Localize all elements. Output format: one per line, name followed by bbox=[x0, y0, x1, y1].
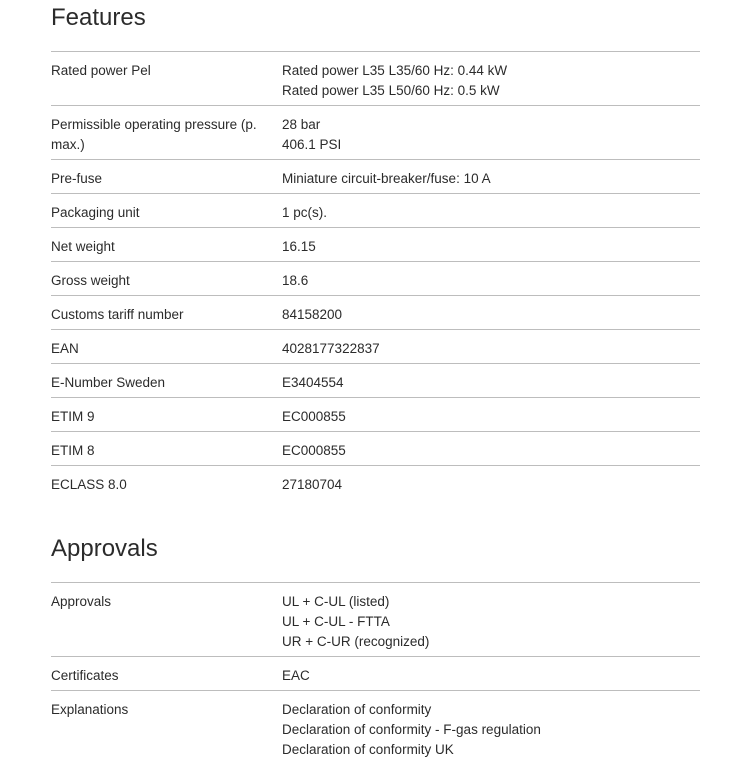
row-values bbox=[282, 373, 700, 393]
row-values bbox=[282, 169, 700, 189]
table-row bbox=[51, 106, 700, 160]
row-value: 28 bar bbox=[282, 117, 321, 132]
row-value: 27180704 bbox=[282, 477, 343, 492]
row-value: EAC bbox=[282, 668, 310, 683]
row-label: ECLASS 8.0 bbox=[51, 477, 127, 492]
row-values bbox=[282, 592, 700, 652]
row-label: ETIM 9 bbox=[51, 409, 95, 424]
table-row bbox=[51, 262, 700, 296]
table-row bbox=[51, 330, 700, 364]
row-values bbox=[282, 115, 700, 155]
approvals-section bbox=[51, 534, 700, 764]
row-value: Declaration of conformity - F-gas regulation bbox=[282, 722, 541, 737]
row-value: UR + C-UR (recognized) bbox=[282, 634, 430, 649]
row-label: Gross weight bbox=[51, 273, 130, 288]
table-row bbox=[51, 228, 700, 262]
table-row bbox=[51, 160, 700, 194]
row-label: Net weight bbox=[51, 239, 115, 254]
row-values bbox=[282, 441, 700, 461]
row-label: Pre-fuse bbox=[51, 171, 103, 186]
row-value: Declaration of conformity bbox=[282, 702, 432, 717]
row-values bbox=[282, 407, 700, 427]
row-value: E3404554 bbox=[282, 375, 344, 390]
row-value: UL + C-UL - FTTA bbox=[282, 614, 390, 629]
row-label: Packaging unit bbox=[51, 205, 140, 220]
row-values bbox=[282, 666, 700, 686]
row-value: 4028177322837 bbox=[282, 341, 380, 356]
row-value: 84158200 bbox=[282, 307, 343, 322]
row-label: Explanations bbox=[51, 702, 129, 717]
table-row bbox=[51, 657, 700, 691]
row-value: 16.15 bbox=[282, 239, 316, 254]
row-value: Rated power L35 L35/60 Hz: 0.44 kW bbox=[282, 63, 508, 78]
row-values bbox=[282, 203, 700, 223]
row-label: Customs tariff number bbox=[51, 307, 184, 322]
row-label: Rated power Pel bbox=[51, 63, 151, 78]
approvals-title: Approvals bbox=[51, 535, 158, 562]
approvals-table bbox=[51, 582, 700, 764]
row-label: E-Number Sweden bbox=[51, 375, 166, 390]
row-values bbox=[282, 475, 700, 495]
features-title: Features bbox=[51, 4, 146, 31]
table-row bbox=[51, 466, 700, 499]
row-value: 18.6 bbox=[282, 273, 309, 288]
row-value: EC000855 bbox=[282, 409, 346, 424]
row-value: EC000855 bbox=[282, 443, 346, 458]
row-label: Approvals bbox=[51, 594, 112, 609]
table-row bbox=[51, 691, 700, 764]
features-table bbox=[51, 51, 700, 499]
row-value: UL + C-UL (listed) bbox=[282, 594, 390, 609]
row-label: Certificates bbox=[51, 668, 119, 683]
row-label: ETIM 8 bbox=[51, 443, 95, 458]
table-row bbox=[51, 52, 700, 106]
row-value: Rated power L35 L50/60 Hz: 0.5 kW bbox=[282, 83, 500, 98]
row-label: Permissible operating pressure (p. max.) bbox=[51, 117, 257, 152]
row-values bbox=[282, 305, 700, 325]
table-row bbox=[51, 583, 700, 657]
row-value: 406.1 PSI bbox=[282, 137, 342, 152]
row-value: 1 pc(s). bbox=[282, 205, 328, 220]
row-value: Declaration of conformity UK bbox=[282, 742, 454, 757]
table-row bbox=[51, 296, 700, 330]
table-row bbox=[51, 432, 700, 466]
row-values bbox=[282, 237, 700, 257]
row-value: Miniature circuit-breaker/fuse: 10 A bbox=[282, 171, 491, 186]
row-label: EAN bbox=[51, 341, 79, 356]
row-values bbox=[282, 700, 700, 760]
row-values bbox=[282, 271, 700, 291]
row-values bbox=[282, 339, 700, 359]
row-values bbox=[282, 61, 700, 101]
features-section bbox=[51, 3, 700, 499]
table-row bbox=[51, 194, 700, 228]
table-row bbox=[51, 364, 700, 398]
table-row bbox=[51, 398, 700, 432]
